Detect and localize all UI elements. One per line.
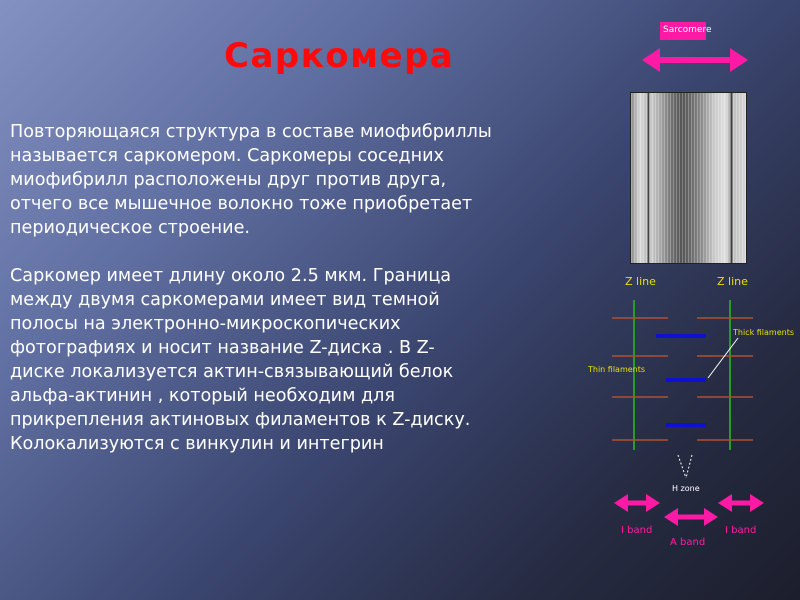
i-band-right-arrow [718,494,764,512]
paragraph-structure: Повторяющаяся структура в составе миофибриллы называется саркомером. Саркомеры соседних миофибрилл расположены друг против друга, отчего все мышечное волокно тоже приобретает периодическое строение. [10,122,492,238]
sarcomere-label: Sarcomere [663,25,712,35]
slide-title: Саркомера [224,36,455,76]
thin-filaments-label: Thin filaments [588,365,646,374]
paragraph-z-disk: Саркомер имеет длину около 2.5 мкм. Граница между двумя саркомерами имеет вид темной полосы на электронно-микроскопических фотографиях и носит название Z-диска . В Z- диске локализуется актин-связывающий белок альфа-актинин , который необходим для прикрепления актиновых филаментов к Z-диску. Колокализуются с винкулин и интегрин [10,266,471,454]
i-band-right-label: I band [725,525,757,536]
i-band-left-arrow [614,494,660,512]
a-band-arrow [664,508,718,526]
thick-filament-pointer [708,338,738,378]
z-line-left-label: Z line [625,275,656,288]
h-zone-label: H zone [672,484,700,493]
z-line-right-label: Z line [717,275,748,288]
i-band-left-label: I band [621,525,653,536]
thick-filaments [656,336,706,425]
a-band-label: A band [670,537,706,548]
thick-filaments-label: Thick filaments [733,328,795,337]
h-zone-pointers [678,455,692,478]
